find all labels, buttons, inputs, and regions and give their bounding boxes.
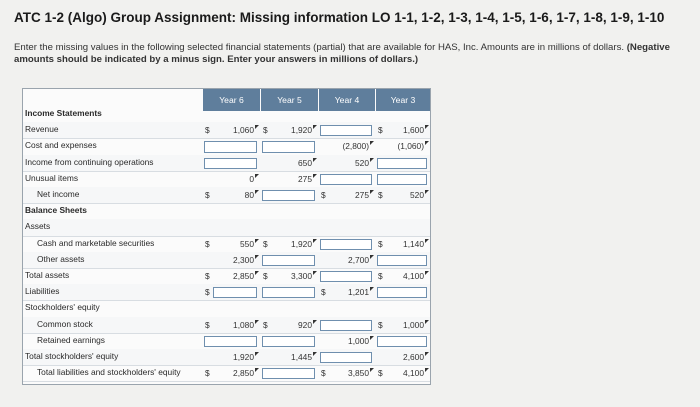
value-cell: 3,300 bbox=[291, 271, 312, 281]
given-value-marker bbox=[425, 352, 429, 356]
table-row bbox=[23, 219, 430, 236]
value-cell: 1,000 bbox=[348, 335, 369, 346]
row-label: Unusual items bbox=[25, 172, 79, 183]
dollar-sign: $ bbox=[378, 190, 383, 200]
row-label: Common stock bbox=[37, 318, 93, 329]
given-value-marker bbox=[425, 271, 429, 275]
value-cell: 1,201 bbox=[348, 287, 369, 298]
instructions-bold-note: (Negative amounts should be indicated by a minus sign. Enter your answers in millions of dollars.) bbox=[14, 42, 670, 65]
dollar-sign: $ bbox=[205, 125, 210, 136]
given-value-marker bbox=[255, 320, 259, 324]
answer-input[interactable] bbox=[213, 287, 257, 298]
value-cell: 4,100 bbox=[403, 368, 424, 379]
row-label: Income from continuing operations bbox=[25, 156, 154, 167]
dollar-sign: $ bbox=[378, 319, 383, 330]
dollar-sign: $ bbox=[263, 238, 268, 249]
dollar-sign: $ bbox=[205, 319, 210, 330]
given-value-marker bbox=[313, 271, 317, 275]
given-value-marker bbox=[425, 190, 429, 194]
answer-input[interactable] bbox=[262, 255, 315, 266]
value-cell: 520 bbox=[410, 190, 424, 200]
given-value-marker bbox=[313, 158, 317, 162]
row-label: Total assets bbox=[25, 270, 70, 280]
dollar-sign: $ bbox=[205, 238, 210, 249]
dollar-sign: $ bbox=[378, 271, 383, 281]
value-cell: 520 bbox=[355, 157, 369, 168]
given-value-marker bbox=[255, 271, 259, 275]
given-value-marker bbox=[370, 287, 374, 291]
header-year-6: Year 6 bbox=[203, 89, 260, 111]
given-value-marker bbox=[255, 190, 259, 194]
answer-input[interactable] bbox=[204, 336, 257, 347]
value-cell: 1,000 bbox=[403, 319, 424, 330]
given-value-marker bbox=[370, 368, 374, 372]
row-label: Income Statements bbox=[25, 108, 102, 118]
value-cell: 1,080 bbox=[233, 319, 254, 330]
answer-input[interactable] bbox=[377, 174, 427, 185]
row-label: Cost and expenses bbox=[25, 140, 97, 151]
dollar-sign: $ bbox=[263, 125, 268, 136]
given-value-marker bbox=[255, 239, 259, 243]
value-cell: 1,920 bbox=[233, 352, 254, 362]
table-row bbox=[23, 333, 430, 350]
answer-input[interactable] bbox=[377, 158, 427, 169]
dollar-sign: $ bbox=[378, 238, 383, 249]
value-cell: 2,850 bbox=[233, 368, 254, 379]
table-row bbox=[23, 252, 430, 269]
table-row bbox=[23, 187, 430, 204]
row-label: Cash and marketable securities bbox=[37, 237, 155, 248]
table-row bbox=[23, 106, 430, 123]
given-value-marker bbox=[425, 320, 429, 324]
dollar-sign: $ bbox=[205, 271, 210, 281]
given-value-marker bbox=[425, 141, 429, 145]
header-year-4: Year 4 bbox=[319, 89, 375, 111]
answer-input[interactable] bbox=[320, 352, 372, 363]
answer-input[interactable] bbox=[204, 141, 257, 152]
given-value-marker bbox=[255, 255, 259, 259]
row-label: Retained earnings bbox=[37, 334, 105, 345]
table-row bbox=[23, 284, 430, 301]
value-cell: 4,100 bbox=[403, 271, 424, 281]
row-label: Total stockholders' equity bbox=[25, 351, 119, 361]
row-label: Total liabilities and stockholders' equity bbox=[37, 367, 181, 378]
given-value-marker bbox=[313, 125, 317, 129]
value-cell: 1,920 bbox=[291, 238, 312, 249]
assignment-title: ATC 1-2 (Algo) Group Assignment: Missing information LO 1-1, 1-2, 1-3, 1-4, 1-5, 1-6, 1-7, 1-8, 1-9, 1-10 bbox=[14, 10, 665, 25]
answer-input[interactable] bbox=[320, 174, 372, 185]
row-label: Balance Sheets bbox=[25, 205, 87, 216]
given-value-marker bbox=[313, 320, 317, 324]
value-cell: 275 bbox=[298, 173, 312, 184]
value-cell: 1,060 bbox=[233, 125, 254, 136]
dollar-sign: $ bbox=[263, 319, 268, 330]
value-cell: (1,060) bbox=[397, 141, 424, 152]
value-cell: 80 bbox=[244, 190, 254, 200]
answer-input[interactable] bbox=[320, 239, 372, 250]
answer-input[interactable] bbox=[262, 336, 315, 347]
table-row bbox=[23, 155, 430, 172]
given-value-marker bbox=[255, 174, 259, 178]
dollar-sign: $ bbox=[378, 125, 383, 136]
value-cell: 1,445 bbox=[291, 352, 312, 362]
value-cell: 2,300 bbox=[233, 254, 254, 265]
given-value-marker bbox=[255, 368, 259, 372]
value-cell: 1,600 bbox=[403, 125, 424, 136]
value-cell: (2,800) bbox=[342, 141, 369, 152]
row-label: Revenue bbox=[25, 124, 59, 135]
dollar-sign: $ bbox=[321, 368, 326, 379]
given-value-marker bbox=[313, 352, 317, 356]
value-cell: 650 bbox=[298, 157, 312, 168]
answer-input[interactable] bbox=[262, 368, 315, 379]
header-year-3: Year 3 bbox=[376, 89, 430, 111]
answer-input[interactable] bbox=[204, 158, 257, 169]
row-label: Stockholders' equity bbox=[25, 302, 100, 313]
value-cell: 550 bbox=[240, 238, 254, 249]
answer-input[interactable] bbox=[320, 125, 372, 136]
given-value-marker bbox=[370, 336, 374, 340]
given-value-marker bbox=[425, 368, 429, 372]
instructions bbox=[14, 42, 694, 66]
value-cell: 2,700 bbox=[348, 254, 369, 265]
table-row bbox=[23, 317, 430, 334]
answer-input[interactable] bbox=[262, 287, 315, 298]
given-value-marker bbox=[370, 255, 374, 259]
value-cell: 2,600 bbox=[403, 352, 424, 362]
given-value-marker bbox=[313, 239, 317, 243]
instructions-line1: Enter the missing values in the following selected financial statements (partial) that are available for HAS, Inc. Amounts are in millions bbox=[14, 42, 580, 53]
table-row bbox=[23, 349, 430, 366]
value-cell: 0 bbox=[249, 173, 254, 184]
value-cell: 2,850 bbox=[233, 271, 254, 281]
table-row bbox=[23, 300, 430, 317]
table-row bbox=[23, 268, 430, 285]
row-label: Assets bbox=[25, 221, 51, 232]
given-value-marker bbox=[255, 352, 259, 356]
table-row bbox=[23, 171, 430, 188]
value-cell: 3,850 bbox=[348, 368, 369, 379]
given-value-marker bbox=[370, 190, 374, 194]
value-cell: 1,140 bbox=[403, 238, 424, 249]
table-row bbox=[23, 365, 430, 382]
answer-input[interactable] bbox=[262, 190, 315, 201]
dollar-sign: $ bbox=[205, 368, 210, 379]
table-row bbox=[23, 122, 430, 139]
given-value-marker bbox=[425, 125, 429, 129]
table-row bbox=[23, 203, 430, 220]
dollar-sign: $ bbox=[205, 190, 210, 200]
answer-input[interactable] bbox=[262, 141, 315, 152]
dollar-sign: $ bbox=[205, 287, 210, 298]
row-label: Liabilities bbox=[25, 286, 60, 297]
answer-input[interactable] bbox=[320, 320, 372, 331]
dollar-sign: $ bbox=[378, 368, 383, 379]
table-row bbox=[23, 236, 430, 253]
row-label: Net income bbox=[37, 189, 80, 199]
given-value-marker bbox=[255, 125, 259, 129]
header-year-5: Year 5 bbox=[261, 89, 318, 111]
given-value-marker bbox=[370, 141, 374, 145]
table-row bbox=[23, 138, 430, 155]
given-value-marker bbox=[370, 158, 374, 162]
answer-input[interactable] bbox=[377, 287, 427, 298]
row-label: Other assets bbox=[37, 253, 85, 264]
financial-statements-table bbox=[22, 88, 431, 385]
dollar-sign: $ bbox=[263, 271, 268, 281]
answer-input[interactable] bbox=[377, 336, 427, 347]
given-value-marker bbox=[425, 239, 429, 243]
value-cell: 275 bbox=[355, 190, 369, 200]
value-cell: 1,920 bbox=[291, 125, 312, 136]
instructions-line2: of dollars. bbox=[582, 42, 627, 53]
answer-input[interactable] bbox=[377, 255, 427, 266]
given-value-marker bbox=[313, 174, 317, 178]
value-cell: 920 bbox=[298, 319, 312, 330]
dollar-sign: $ bbox=[321, 190, 326, 200]
dollar-sign: $ bbox=[321, 287, 326, 298]
answer-input[interactable] bbox=[320, 271, 372, 282]
